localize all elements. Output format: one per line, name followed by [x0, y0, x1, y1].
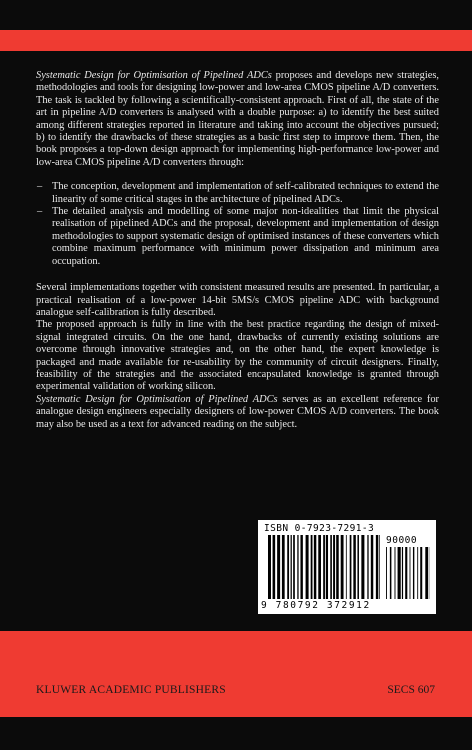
ean-number: 9 780792 372912 — [261, 600, 371, 611]
barcode-bar — [379, 535, 380, 599]
feature-list — [36, 181, 439, 268]
barcode-bar — [420, 547, 422, 599]
barcode-bar — [297, 535, 298, 599]
barcode-bar — [417, 547, 418, 599]
barcode-bar — [314, 535, 316, 599]
barcode-bar — [350, 535, 352, 599]
barcode-bar — [367, 535, 368, 599]
barcode-bar — [395, 547, 396, 599]
list-item-text: The detailed analysis and modelling of some major non-idealities that limit the physical realisation of pipelined ADCs and the proposal, development and implementation of design methodologies to support systematic design of optimised instances of these converters which combine maximum performance with minimum power dissipation and minimum area occupation. — [52, 206, 439, 267]
barcode-bar — [361, 535, 364, 599]
barcode-bar — [376, 535, 378, 599]
barcode-bar — [353, 535, 355, 599]
intro-text: proposes and develops new strategies, methodologies and tools for designing low-power and low-area CMOS pipeline A/D converters. The task is tackled by following a scientifically-consistent approach. First of all, the state of the art in pipeline A/D converters is analysed with a double purpose: a) to identify the best suited among different strategies reported in literature and taking into account the objectives pursued; b) to identify the drawbacks of these strategies as a basic first step to improve them. Then, the book proposes a top-down design approach for implementing high-performance low-power and low-area CMOS pipeline A/D converters through: — [36, 70, 440, 168]
barcode-bar — [390, 547, 392, 599]
barcode-bar — [326, 535, 328, 599]
barcode-bar — [413, 547, 414, 599]
price-addon-number: 90000 — [386, 535, 418, 546]
barcode-bar — [357, 535, 359, 599]
reference-book-title: Systematic Design for Optimisation of Pipelined ADCs — [36, 393, 278, 405]
reference-text: serves as an excellent reference for analogue design engineers especially designers of low-power CMOS A/D converters. The book may also be used as a text for advanced reading on the subject. — [36, 393, 439, 430]
barcode-bar — [291, 535, 292, 599]
barcode-bar — [318, 535, 321, 599]
barcode-bar — [425, 547, 428, 599]
isbn-barcode — [258, 520, 436, 614]
barcode-bar — [405, 547, 407, 599]
bottom-red-band — [0, 631, 472, 717]
barcode-bar — [402, 547, 403, 599]
top-red-band — [0, 30, 472, 51]
approach-paragraph: The proposed approach is fully in line with the best practice regarding the design of mixed-signal integrated circuits. On the one hand, drawbacks of currently existing solutions are overcome through innovative strategies and, on the other hand, the expert knowledge is packaged and made available for re-usability by the community of circuit designers. Finally, feasibility of the strategies and the associated encapsulated knowledge is granted through experimental validation of working silicon. — [36, 319, 439, 393]
series-number: SECS 607 — [387, 684, 435, 696]
addon-barcode-bars — [386, 547, 430, 599]
barcode-bar — [410, 547, 411, 599]
ean-barcode-bars — [268, 535, 380, 599]
list-item — [36, 181, 439, 206]
barcode-bar — [371, 535, 373, 599]
implementations-paragraph: Several implementations together with consistent measured results are presented. In particular, a practical realisation of a low-power 14-bit 5MS/s CMOS pipeline ADC with background analogue self-calibration is fully described. — [36, 282, 439, 318]
dash-marker: – — [37, 206, 43, 218]
barcode-bar — [311, 535, 313, 599]
list-item-text: The conception, development and implementation of self-calibrated techniques to extend the linearity of some critical stages in the architecture of pipelined ADCs. — [52, 181, 439, 205]
intro-book-title: Systematic Design for Optimisation of Pipelined ADCs — [36, 70, 272, 81]
barcode-bar — [398, 547, 401, 599]
barcode-bar — [293, 535, 295, 599]
barcode-bar — [282, 535, 285, 599]
barcode-bar — [306, 535, 309, 599]
barcode-bar — [268, 535, 271, 599]
reference-paragraph — [36, 394, 439, 431]
barcode-bar — [277, 535, 280, 599]
dash-marker: – — [37, 181, 43, 193]
barcode-bar — [323, 535, 325, 599]
barcode-bar — [341, 535, 344, 599]
barcode-bar — [333, 535, 335, 599]
barcode-bar — [300, 535, 302, 599]
barcode-bar — [386, 547, 387, 599]
intro-paragraph — [36, 70, 439, 169]
barcode-bar — [346, 535, 347, 599]
publisher-name: KLUWER ACADEMIC PUBLISHERS — [36, 684, 226, 696]
list-item — [36, 206, 439, 268]
barcode-bar — [287, 535, 289, 599]
isbn-number: ISBN 0-7923-7291-3 — [264, 523, 375, 534]
barcode-bar — [336, 535, 339, 599]
barcode-bar — [273, 535, 276, 599]
barcode-bar — [330, 535, 332, 599]
back-cover-blurb — [36, 70, 439, 431]
